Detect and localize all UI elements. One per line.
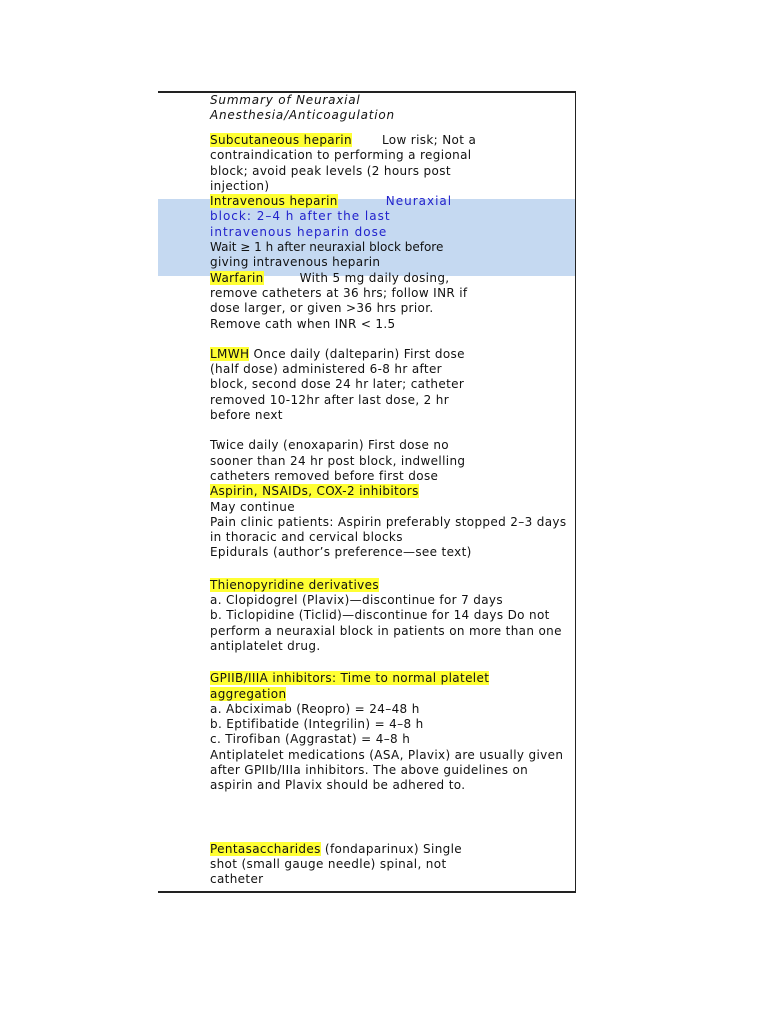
document-title [210, 93, 574, 123]
aspirin-line: May continue [210, 499, 296, 514]
thieno-heading [210, 578, 574, 593]
gp-line: c. Tirofiban (Aggrastat) = 4–8 h [210, 732, 411, 747]
subq-heparin-first: Low risk; Not a [381, 133, 477, 147]
penta-label: Pentasaccharides [210, 841, 321, 856]
thieno-line: b. Ticlopidine (Ticlid)—discontinue for 14 days Do not [210, 608, 550, 623]
lmwh-label: LMWH [210, 346, 250, 361]
lmwh-heading [210, 347, 574, 362]
subq-heparin-heading [210, 133, 574, 148]
iv-heparin-heading [210, 194, 574, 209]
subq-line: injection) [210, 178, 270, 193]
iv-line: giving intravenous heparin [210, 255, 381, 270]
title-line-2: Anesthesia/Anticoagulation [210, 108, 395, 122]
penta-heading [210, 842, 574, 857]
gp-heading [210, 671, 574, 686]
lmwh-first: Once daily (dalteparin) First dose [253, 346, 465, 361]
thieno-line: antiplatelet drug. [210, 638, 321, 653]
iv-blue-line: intravenous heparin dose [210, 224, 388, 239]
penta-line: shot (small gauge needle) spinal, not [210, 856, 447, 871]
gp-line: a. Abciximab (Reopro) = 24–48 h [210, 701, 420, 716]
aspirin-line: Pain clinic patients: Aspirin preferably stopped 2–3 days [210, 514, 567, 529]
aspirin-line: in thoracic and cervical blocks [210, 530, 403, 545]
aspirin-line: Epidurals (author’s preference—see text) [210, 545, 472, 560]
thieno-label: Thienopyridine derivatives [210, 577, 379, 592]
aspirin-heading [210, 484, 574, 499]
lmwh-twice-line: Twice daily (enoxaparin) First dose no [210, 438, 450, 453]
gp-line: after GPIIb/IIIa inhibitors. The above guidelines on [210, 762, 529, 777]
warfarin-line: dose larger, or given >36 hrs prior. [210, 301, 434, 316]
thieno-line: perform a neuraxial block in patients on more than one [210, 623, 562, 638]
iv-heparin-label: Intravenous heparin [210, 194, 338, 209]
title-line-1: Summary of Neuraxial [210, 93, 361, 107]
warfarin-line: remove catheters at 36 hrs; follow INR if [210, 285, 468, 300]
gp-label-line-1: GPIIB/IIIA inhibitors: Time to normal platelet [210, 671, 490, 686]
gp-heading-cont [210, 687, 574, 702]
warfarin-line: Remove cath when INR < 1.5 [210, 316, 396, 331]
subq-line: contraindication to performing a regional [210, 148, 472, 163]
warfarin-heading [210, 271, 574, 286]
lmwh-line: removed 10-12hr after last dose, 2 hr [210, 392, 450, 407]
lmwh-line: before next [210, 408, 283, 423]
summary-content [210, 92, 574, 887]
thieno-line: a. Clopidogrel (Plavix)—discontinue for 7 days [210, 593, 503, 608]
lmwh-line: block, second dose 24 hr later; catheter [210, 377, 465, 392]
gp-line: Antiplatelet medications (ASA, Plavix) are usually given [210, 747, 564, 762]
warfarin-label: Warfarin [210, 270, 264, 285]
subq-heparin-label: Subcutaneous heparin [210, 133, 352, 147]
warfarin-first: With 5 mg daily dosing, [299, 270, 450, 285]
penta-line: catheter [210, 872, 264, 887]
lmwh-twice-line: catheters removed before first dose [210, 468, 439, 483]
lmwh-line: (half dose) administered 6-8 hr after [210, 362, 442, 377]
aspirin-label: Aspirin, NSAIDs, COX-2 inhibitors [210, 484, 419, 499]
lmwh-twice-line: sooner than 24 hr post block, indwelling [210, 453, 466, 468]
iv-blue-line: block: 2–4 h after the last [210, 209, 391, 224]
subq-line: block; avoid peak levels (2 hours post [210, 163, 451, 178]
penta-first: (fondaparinux) Single [324, 841, 463, 856]
iv-heparin-first: Neuraxial [385, 194, 453, 209]
gp-line: b. Eptifibatide (Integrilin) = 4–8 h [210, 717, 424, 732]
gp-line: aspirin and Plavix should be adhered to. [210, 778, 466, 793]
iv-line: Wait ≥ 1 h after neuraxial block before [210, 240, 444, 255]
gp-label-line-2: aggregation [210, 686, 287, 701]
